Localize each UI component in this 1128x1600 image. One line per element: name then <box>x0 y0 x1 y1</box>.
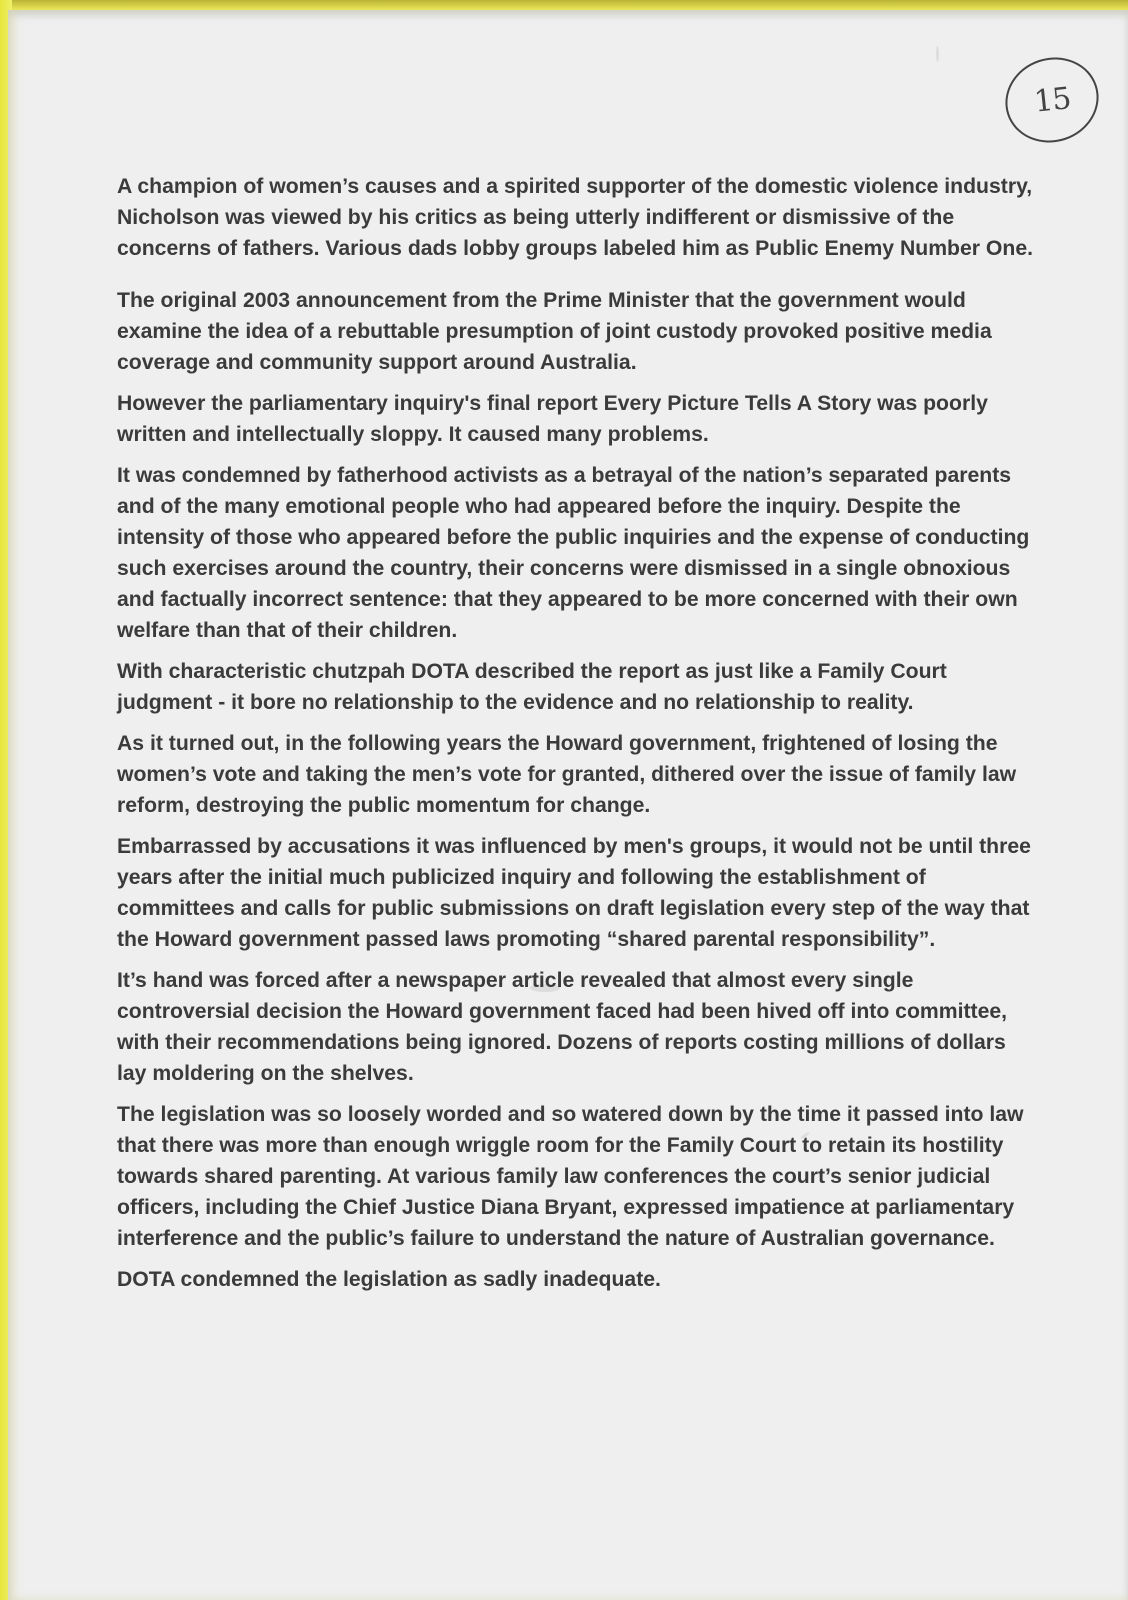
paragraph-9: The legislation was so loosely worded and so watered down by the time it passed into law that there was more than enough wriggle room for the Family Court to retain its hostility towards shared parenting. At various family law conferences the court’s senior judicial officers, including the Chief Justice Diana Bryant, expressed impatience at parliamentary interference and the public’s failure to understand the nature of Australian governance. <box>117 1103 1024 1250</box>
paragraph-8: It’s hand was forced after a newspaper article revealed that almost every single controversial decision the Howard government faced had been hived off into committee, with their recommendations being ignored. Dozens of reports costing millions of dollars lay moldering on the shelves. <box>117 969 1008 1085</box>
paragraph-5: With characteristic chutzpah DOTA described the report as just like a Family Court judgment - it bore no relationship to the evidence and no relationship to reality. <box>117 660 947 714</box>
paragraph-4: It was condemned by fatherhood activists as a betrayal of the nation’s separated parents and of the many emotional people who had appeared before the inquiry. Despite the intensity of those who appeared before the public inquiries and the expense of conducting such exercises around the country, their concerns were dismissed in a single obnoxious and factually incorrect sentence: that they appeared to be more concerned with their own welfare than that of their children. <box>117 464 1030 642</box>
scan-speck <box>936 46 939 62</box>
paragraph-2: The original 2003 announcement from the Prime Minister that the government would examine the idea of a rebuttable presumption of joint custody provoked positive media coverage and community support around Australia. <box>117 289 992 374</box>
paragraph-1: A champion of women’s causes and a spirited supporter of the domestic violence industry, Nicholson was viewed by his critics as being utterly indifferent or dismissive of the concerns of fathers. Various dads lobby groups labeled him as Public Enemy Number One. <box>117 175 1033 260</box>
document-body <box>117 171 1037 1305</box>
paragraph-6: As it turned out, in the following years the Howard government, frightened of losing the women’s vote and taking the men’s vote for granted, dithered over the issue of family law reform, destroying the public momentum for change. <box>117 732 1017 817</box>
paragraph-10: DOTA condemned the legislation as sadly inadequate. <box>117 1268 661 1291</box>
page-number: 15 <box>1032 80 1072 120</box>
paragraph-7: Embarrassed by accusations it was influenced by men's groups, it would not be until three years after the initial much publicized inquiry and following the establishment of committees and calls for public submissions on draft legislation every step of the way that the Howard government passed laws promoting “shared parental responsibility”. <box>117 835 1031 951</box>
paragraph-3: However the parliamentary inquiry's final report Every Picture Tells A Story was poorly written and intellectually sloppy. It caused many problems. <box>117 392 988 446</box>
